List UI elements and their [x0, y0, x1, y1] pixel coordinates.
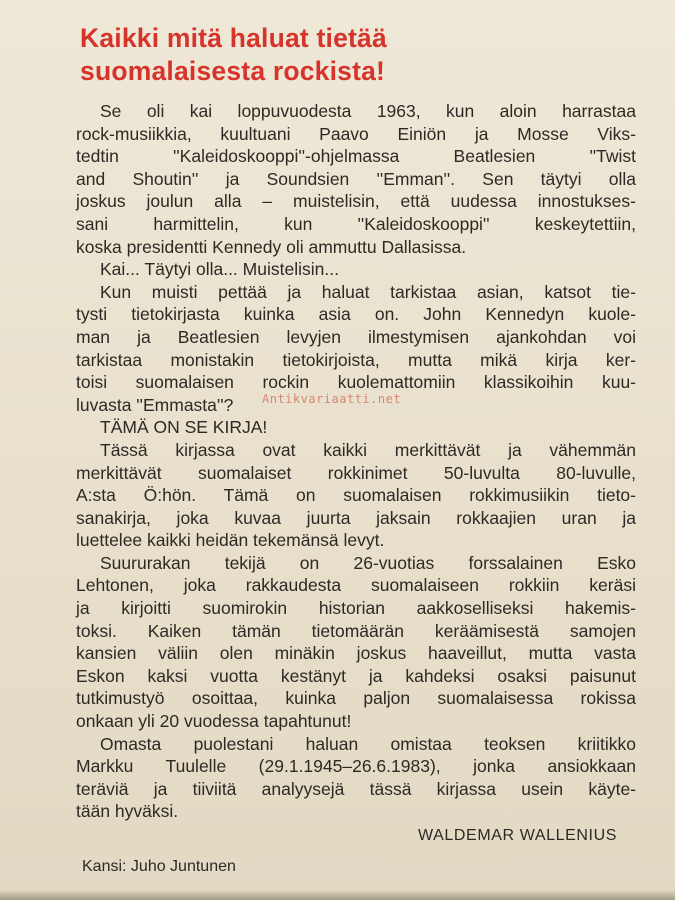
page-bottom-edge: [0, 890, 675, 900]
text-line: Omasta puolestani haluan omistaa teoksen kriitikko: [100, 733, 636, 754]
text-line: tedtin ''Kaleidoskooppi''-ohjelmassa Beatlesien ''Twist: [76, 146, 636, 167]
blurb-text: [76, 100, 636, 823]
text-line: Eskon kaksi vuotta kestänyt ja kahdeksi osaksi paisunut: [76, 665, 636, 686]
text-line: TÄMÄ ON SE KIRJA!: [100, 417, 268, 438]
text-line: merkittävät suomalaiset rokkinimet 50-luvulta 80-luvulle,: [76, 462, 636, 483]
cover-credit: Kansi: Juho Juntunen: [82, 858, 236, 875]
text-line: tutkimustyö osoittaa, kuinka paljon suomalaisessa rokissa: [76, 688, 636, 709]
text-line: tään hyväksi.: [76, 801, 179, 822]
headline-line-1: Kaikki mitä haluat tietää: [80, 23, 387, 53]
text-line: Markku Tuulelle (29.1.1945–26.6.1983), jonka ansiokkaan: [76, 756, 636, 777]
text-line: and Shoutin'' ja Soundsien ''Emman''. Sen täytyi olla: [76, 168, 636, 189]
paragraph-7: [76, 733, 636, 823]
text-line: joskus joulun alla – muistelisin, että uudessa innostukses-: [76, 191, 636, 212]
text-line: sanakirja, joka kuvaa juurta jaksain rokkaajien uran ja: [76, 507, 636, 528]
text-line: toisi suomalaisen rockin kuolemattomiin klassikoihin kuu-: [76, 372, 636, 393]
text-line: Kun muisti pettää ja haluat tarkistaa asian, katsot tie-: [100, 281, 636, 302]
text-line: teräviä ja tiiviitä analyysejä tässä kirjassa usein käyte-: [76, 778, 636, 799]
text-line: tarkistaa monistakin tietokirjoista, mutta mikä kirja ker-: [76, 349, 636, 370]
paragraph-5: [76, 439, 636, 552]
paragraph-2: [76, 258, 636, 281]
headline: [80, 22, 640, 88]
text-line: rock-musiikkia, kuultuani Paavo Einiön ja Mosse Viks-: [76, 123, 636, 144]
text-line: tysti tietokirjasta kuinka asia on. John Kennedyn kuole-: [76, 304, 636, 325]
text-line: toksi. Kaiken tämän tietomäärän keräämisestä samojen: [76, 620, 636, 641]
headline-line-2: suomalaisesta rockista!: [80, 56, 386, 86]
text-line: Suururakan tekijä on 26-vuotias forssalainen Esko: [100, 552, 636, 573]
text-line: Kai... Täytyi olla... Muistelisin...: [100, 259, 339, 280]
text-line: luvasta ''Emmasta''?: [76, 394, 234, 415]
paragraph-1: [76, 100, 636, 258]
text-line: A:sta Ö:hön. Tämä on suomalaisen rokkimusiikin tieto-: [76, 485, 636, 506]
text-line: luettelee kaikki heidän tekemänsä levyt.: [76, 530, 385, 551]
text-line: onkaan yli 20 vuodessa tapahtunut!: [76, 711, 352, 732]
text-line: Se oli kai loppuvuodesta 1963, kun aloin harrastaa: [100, 101, 636, 121]
paragraph-4: [76, 416, 636, 439]
watermark: Antikvariaatti.net: [262, 392, 402, 406]
text-line: ja kirjoitti suomirokin historian aakkoselliseksi hakemis-: [76, 598, 636, 619]
text-line: man ja Beatlesien levyjen ilmestymisen ajankohdan voi: [76, 326, 636, 347]
text-line: Tässä kirjassa ovat kaikki merkittävät ja vähemmän: [100, 439, 636, 460]
text-line: sani harmittelin, kun ''Kaleidoskooppi'' keskeytettiin,: [76, 213, 636, 234]
text-line: koska presidentti Kennedy oli ammuttu Dallasissa.: [76, 236, 467, 257]
author-signature: WALDEMAR WALLENIUS: [418, 827, 617, 844]
paragraph-6: [76, 552, 636, 733]
text-line: Lehtonen, joka rakkaudesta suomalaiseen rokkiin keräsi: [76, 575, 636, 596]
text-line: kansien väliin olen minäkin joskus haaveillut, mutta vasta: [76, 643, 636, 664]
